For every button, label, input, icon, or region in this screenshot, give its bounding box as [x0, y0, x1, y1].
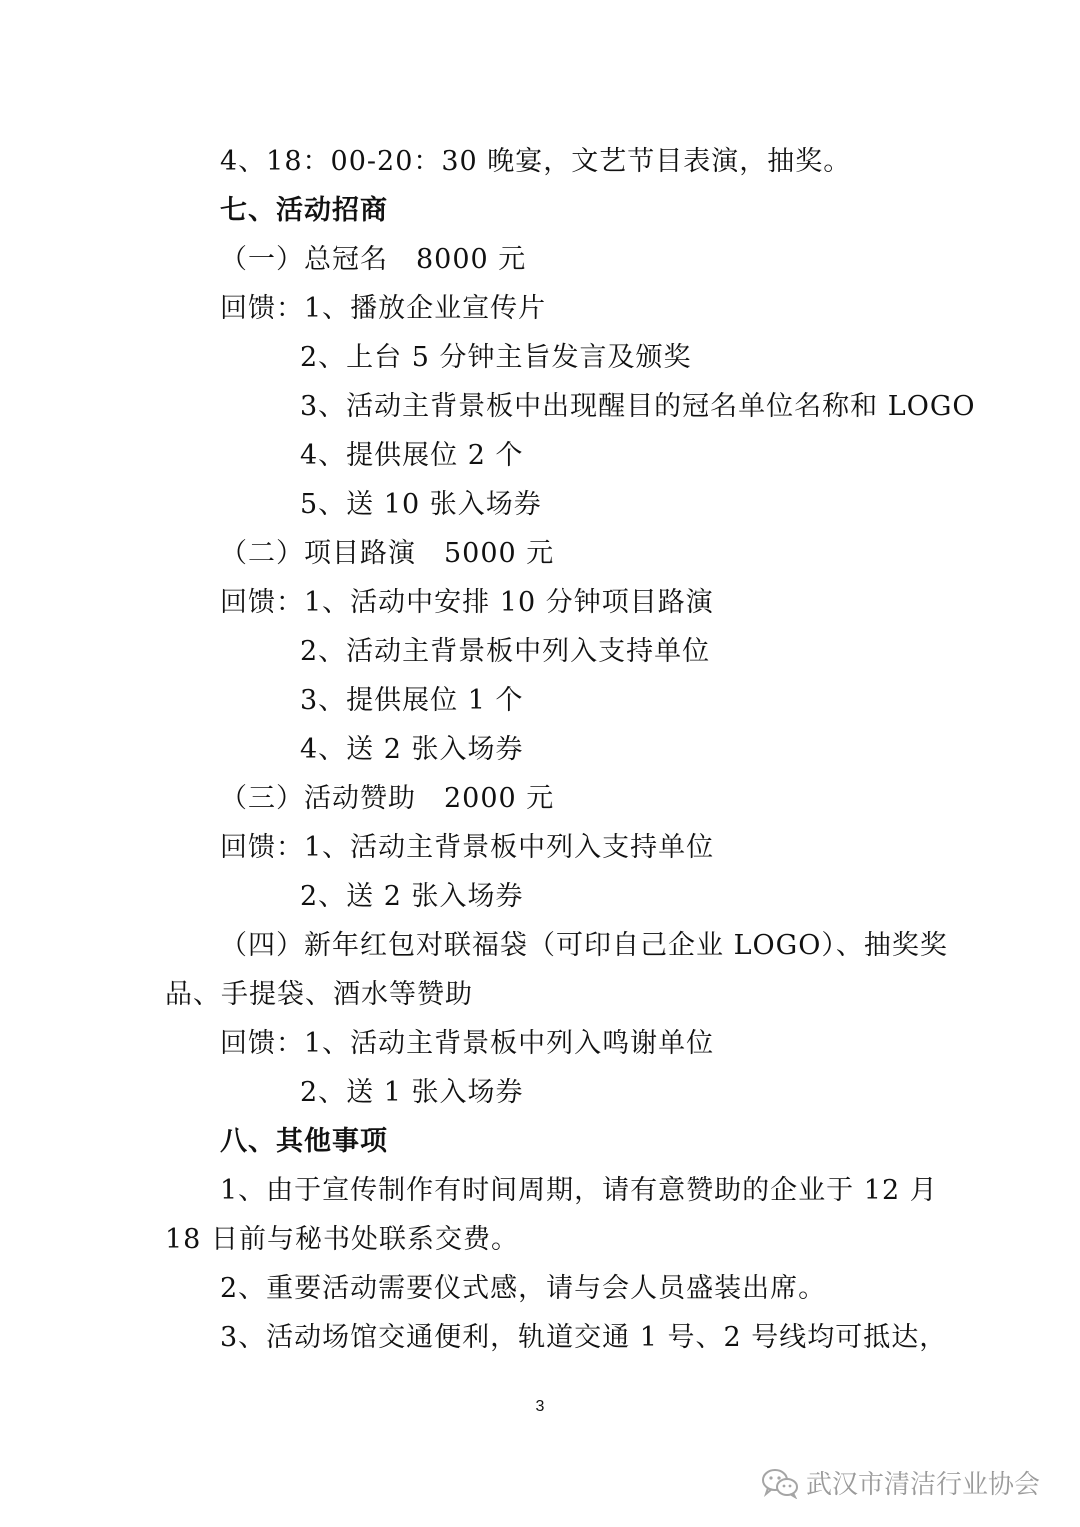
feedback-line: 2、送 2 张入场券	[300, 881, 524, 912]
feedback-line: 4、提供展位 2 个	[300, 440, 524, 471]
feedback-line: 2、活动主背景板中列入支持单位	[300, 636, 711, 667]
sponsor-tier-roadshow: （二）项目路演 5000 元	[220, 538, 555, 569]
feedback-line: 回馈：1、活动主背景板中列入支持单位	[220, 832, 715, 863]
sponsor-tier-goods-cont: 品、手提袋、酒水等赞助	[165, 979, 473, 1010]
feedback-line: 回馈：1、活动中安排 10 分钟项目路演	[220, 587, 714, 618]
sponsor-tier-support: （三）活动赞助 2000 元	[220, 783, 555, 814]
note-1: 1、由于宣传制作有时间周期，请有意赞助的企业于 12 月	[220, 1175, 938, 1206]
sponsor-tier-goods: （四）新年红包对联福袋（可印自己企业 LOGO）、抽奖奖	[220, 930, 948, 961]
feedback-line: 5、送 10 张入场券	[300, 489, 542, 520]
feedback-line: 2、上台 5 分钟主旨发言及颁奖	[300, 342, 692, 373]
feedback-line: 3、提供展位 1 个	[300, 685, 524, 716]
feedback-line: 4、送 2 张入场券	[300, 734, 524, 765]
note-3: 3、活动场馆交通便利，轨道交通 1 号、2 号线均可抵达，	[220, 1322, 948, 1353]
feedback-line: 回馈：1、活动主背景板中列入鸣谢单位	[220, 1028, 715, 1059]
schedule-item-4: 4、18：00-20：30 晚宴，文艺节目表演，抽奖。	[220, 146, 852, 177]
section-heading-other: 八、其他事项	[220, 1126, 388, 1157]
watermark-text: 武汉市清洁行业协会	[806, 1470, 1041, 1500]
section-heading-sponsorship: 七、活动招商	[220, 195, 388, 226]
feedback-line: 回馈：1、播放企业宣传片	[220, 293, 547, 324]
note-2: 2、重要活动需要仪式感，请与会人员盛装出席。	[220, 1273, 827, 1304]
feedback-line: 2、送 1 张入场券	[300, 1077, 524, 1108]
wechat-icon	[760, 1467, 800, 1499]
page-number: 3	[535, 1398, 545, 1415]
note-1-cont: 18 日前与秘书处联系交费。	[165, 1224, 519, 1255]
watermark	[760, 1464, 1040, 1501]
feedback-line: 3、活动主背景板中出现醒目的冠名单位名称和 LOGO	[300, 391, 976, 422]
sponsor-tier-title: （一）总冠名 8000 元	[220, 244, 527, 275]
